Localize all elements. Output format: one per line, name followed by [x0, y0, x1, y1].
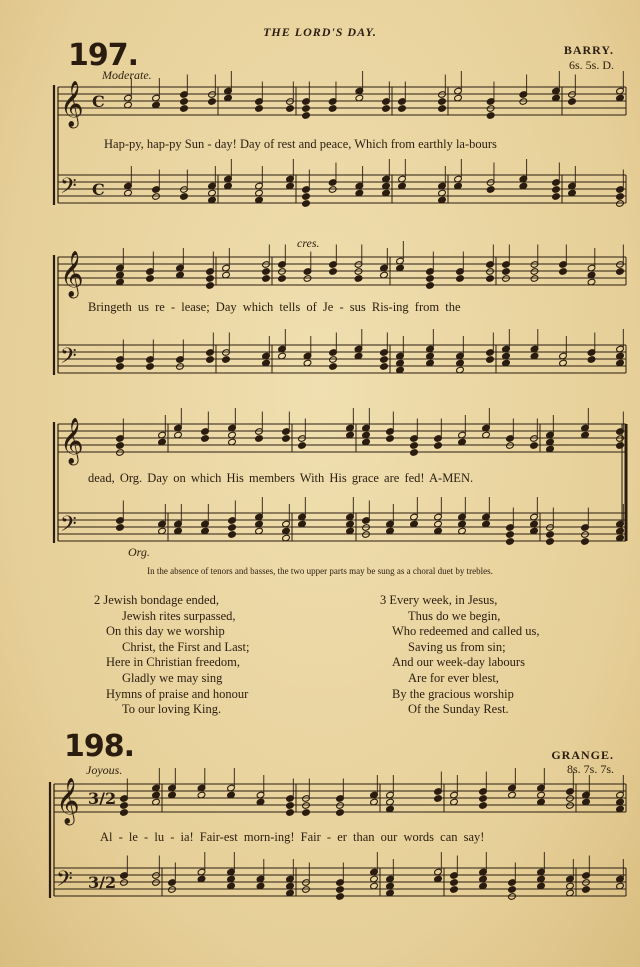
note-head [336, 886, 345, 894]
note-head [298, 442, 307, 450]
bass-clef: 𝄢 [60, 344, 77, 374]
note-head [303, 275, 312, 283]
note-head [434, 442, 443, 450]
note-head [456, 275, 465, 283]
verse-line: On this day we worship [106, 624, 225, 639]
note-head [328, 186, 337, 194]
note-head [486, 275, 495, 283]
note-head [502, 275, 511, 283]
note-head [380, 363, 389, 371]
note-head [278, 268, 287, 276]
hymn-number-198: 198. [64, 729, 135, 764]
note-head [354, 268, 363, 276]
note-head [255, 435, 264, 443]
verse-line: Of the Sunday Rest. [408, 702, 509, 717]
note-head [120, 802, 129, 810]
note-head [546, 531, 555, 539]
verse-line: Who redeemed and called us, [392, 624, 540, 639]
note-head [559, 268, 568, 276]
note-head [566, 795, 575, 803]
note-head [286, 802, 295, 810]
note-head [228, 531, 237, 539]
note-head [152, 879, 161, 887]
treble-clef: 𝄞 [60, 81, 84, 127]
note-head [336, 809, 345, 817]
note-head [506, 531, 515, 539]
note-head [546, 538, 555, 546]
bass-clef: 𝄢 [60, 174, 77, 204]
note-head [508, 886, 517, 894]
treble-clef: 𝄞 [60, 251, 84, 297]
treble-clef: 𝄞 [60, 418, 84, 464]
note-head [587, 356, 596, 364]
note-head [410, 442, 419, 450]
note-head [581, 538, 590, 546]
note-head [486, 112, 495, 120]
note-head [434, 795, 443, 803]
organ-label: Org. [128, 545, 150, 559]
tune-name-198: GRANGE. [551, 748, 614, 762]
note-head [168, 886, 177, 894]
note-head [552, 186, 561, 194]
note-head [616, 193, 625, 201]
note-head [146, 363, 155, 371]
note-head [506, 442, 515, 450]
note-head [426, 282, 435, 290]
meter-198: 8s. 7s. 7s. [566, 762, 614, 776]
note-head [398, 105, 407, 113]
dynamic-cres: cres. [297, 236, 320, 250]
note-head [201, 435, 210, 443]
note-head [208, 98, 217, 106]
note-head [616, 442, 625, 450]
time-signature: 3/2 [88, 789, 117, 808]
page-header: THE LORD'S DAY. [263, 25, 377, 39]
note-head [438, 105, 447, 113]
note-head [616, 200, 625, 208]
note-head [328, 105, 337, 113]
note-head [262, 275, 271, 283]
verse-line: Saving us from sin; [408, 639, 506, 654]
note-head [302, 193, 311, 201]
note-head [479, 795, 488, 803]
verse-line: Are for ever blest, [408, 670, 499, 685]
note-head [336, 893, 345, 901]
note-head [329, 268, 338, 276]
note-head [616, 268, 625, 276]
lyrics-198-line-1: Al - le - lu - ia! Fair-est morn-ing! Fair - er than our words can say! [100, 830, 485, 844]
bass-clef: 𝄢 [60, 512, 77, 542]
note-head [382, 105, 391, 113]
verse-line: 3 Every week, in Jesus, [380, 593, 498, 607]
note-head [450, 879, 459, 887]
note-head [180, 105, 189, 113]
time-signature: 3/2 [88, 873, 117, 892]
performance-note: In the absence of tenors and basses, the two upper parts may be sung as a choral duet by trebles. [147, 566, 493, 576]
note-head [262, 268, 271, 276]
note-head [206, 356, 215, 364]
note-head [479, 802, 488, 810]
hymn-number-197: 197. [68, 38, 139, 73]
note-head [582, 886, 591, 894]
note-head [180, 98, 189, 106]
note-head [362, 531, 371, 539]
tune-name-197: BARRY. [563, 43, 614, 57]
note-head [329, 363, 338, 371]
note-head [450, 886, 459, 894]
verse-line: By the gracious worship [392, 686, 514, 701]
note-head [120, 809, 129, 817]
note-head [206, 282, 215, 290]
note-head [180, 193, 189, 201]
verse-2 [94, 593, 249, 718]
time-signature: C [92, 92, 105, 111]
note-head [222, 356, 231, 364]
note-head [354, 275, 363, 283]
verse-line: Gladly we may sing [122, 670, 223, 685]
verse-line: Here in Christian freedom, [106, 655, 240, 670]
note-head [336, 802, 345, 810]
treble-clef: 𝄞 [56, 778, 80, 824]
lyrics-line-2: Bringeth us re - lease; Day which tells of Je - sus Ris-ing from the [88, 300, 461, 314]
note-head [519, 98, 528, 106]
note-head [302, 105, 311, 113]
note-head [116, 363, 125, 371]
note-head [206, 275, 215, 283]
note-head [486, 356, 495, 364]
note-head [568, 98, 577, 106]
verse-line: Thus do we begin, [408, 608, 501, 623]
note-head [530, 268, 539, 276]
note-head [329, 356, 338, 364]
verse-number: 2 [94, 593, 101, 607]
note-head [410, 449, 419, 457]
note-head [302, 112, 311, 120]
note-head [486, 186, 495, 194]
lyrics-line-1: Hap-py, hap-py Sun - day! Day of rest and peace, Which from earthly la-bours [104, 137, 497, 151]
note-head [426, 275, 435, 283]
note-head [362, 524, 371, 532]
tempo-marking-198: Joyous. [86, 763, 123, 777]
note-head [255, 105, 264, 113]
tempo-marking-197: Moderate. [102, 68, 152, 82]
note-head [506, 538, 515, 546]
note-head [581, 531, 590, 539]
verse-line: To our loving King. [122, 702, 222, 717]
note-head [278, 275, 287, 283]
verse-line: 2 Jewish bondage ended, [94, 593, 219, 607]
note-head [286, 809, 295, 817]
note-head [176, 363, 185, 371]
lyrics-line-3: dead, Org. Day on which His members With His grace are fed! A-MEN. [88, 471, 474, 485]
note-head [116, 524, 125, 532]
note-head [302, 200, 311, 208]
note-head [616, 435, 625, 443]
note-head [228, 524, 237, 532]
note-head [286, 105, 295, 113]
note-head [152, 193, 161, 201]
note-head [530, 275, 539, 283]
note-head [502, 268, 511, 276]
verse-line: Christ, the First and Last; [122, 639, 250, 654]
note-head [566, 802, 575, 810]
note-head [438, 98, 447, 106]
meter-197: 6s. 5s. D. [568, 58, 614, 72]
note-head [146, 275, 155, 283]
note-head [386, 435, 395, 443]
note-head [380, 356, 389, 364]
note-head [116, 442, 125, 450]
note-head [530, 442, 539, 450]
verse-3 [380, 593, 540, 718]
note-head [486, 268, 495, 276]
note-head [508, 893, 517, 901]
note-head [302, 802, 311, 810]
time-signature: C [92, 180, 105, 199]
note-head [302, 886, 311, 894]
note-head [116, 449, 125, 457]
note-head [486, 105, 495, 113]
verse-line: Hymns of praise and honour [106, 686, 249, 701]
note-head [582, 879, 591, 887]
verse-line: Jewish rites surpassed, [122, 608, 236, 623]
bass-clef: 𝄢 [56, 867, 73, 897]
verse-line: And our week-day labours [392, 655, 525, 670]
note-head [552, 193, 561, 201]
note-head [302, 809, 311, 817]
note-head [120, 879, 129, 887]
note-head [282, 435, 291, 443]
verse-number: 3 [380, 593, 387, 607]
